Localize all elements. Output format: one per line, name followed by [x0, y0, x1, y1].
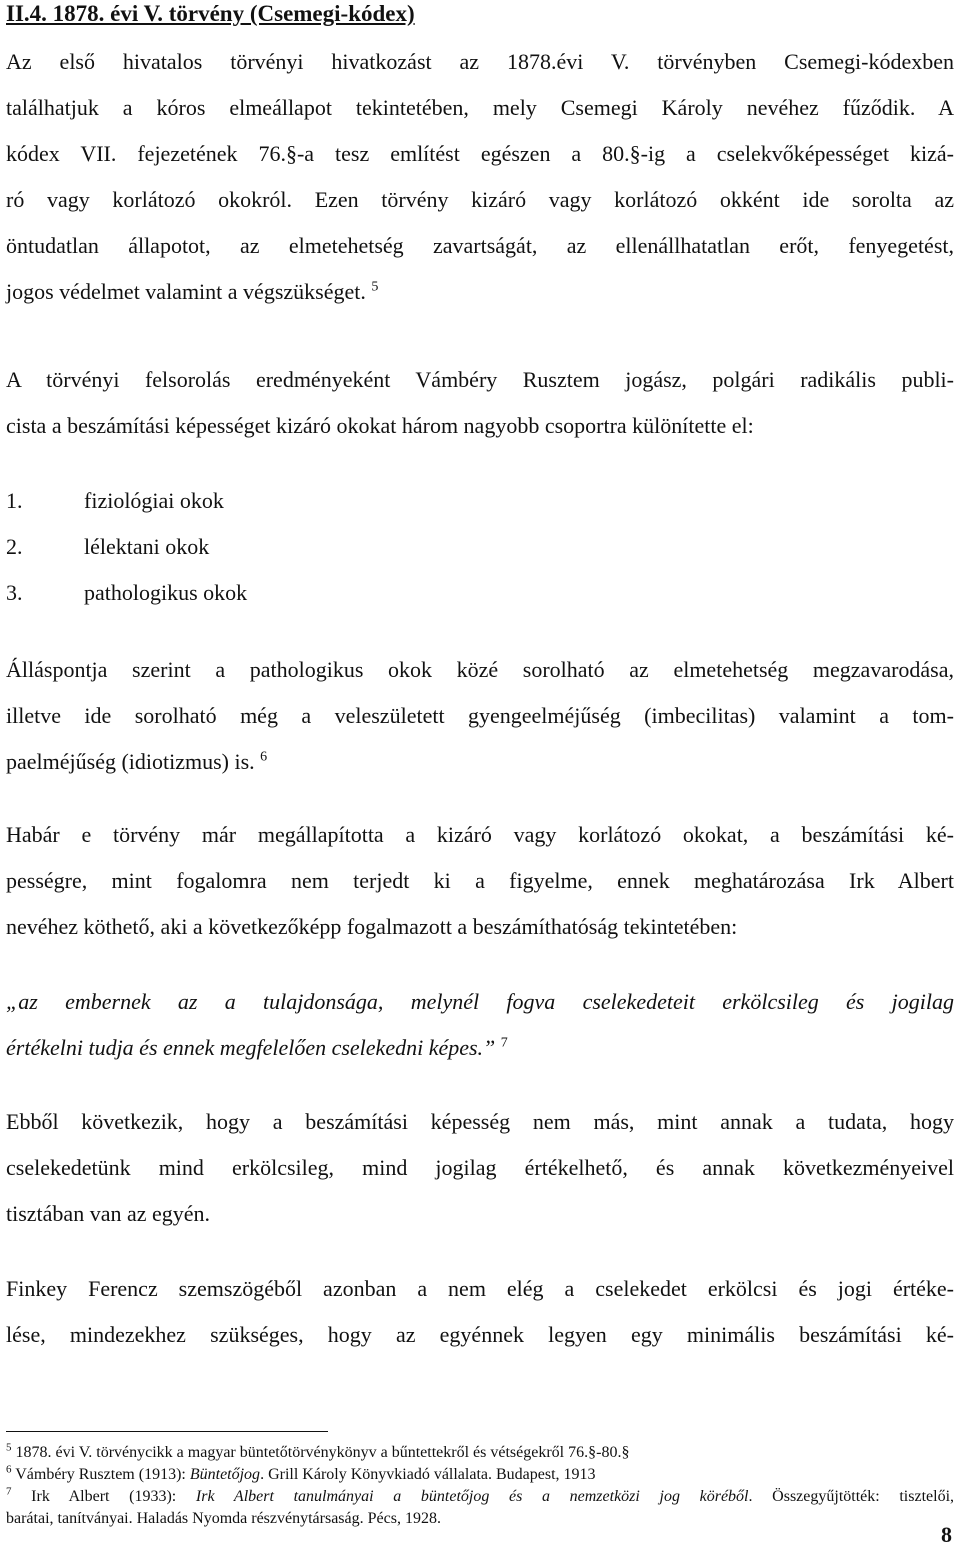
paragraph-line: pességre, mint fogalomra nem terjedt ki a figyelme, ennek meghatározása Irk Albert [6, 868, 954, 893]
list-item [6, 529, 954, 575]
paragraph-5 [6, 1104, 954, 1242]
footnote-number: 6 [6, 1463, 12, 1476]
footnote-7 [6, 1486, 954, 1508]
quote-line: „az embernek az a tulajdonsága, melynél fogva cselekedeteit erkölcsileg és jogilag [6, 989, 954, 1014]
paragraph-line: ró vagy korlátozó okokról. Ezen törvény kizáró vagy korlátozó okként ide sorolta az [6, 187, 954, 212]
paragraph-line: cista a beszámítási képességet kizáró okokat három nagyobb csoportra különítette el: [6, 413, 754, 438]
footnote-5 [6, 1442, 954, 1464]
footnote-text: Irk Albert (1933): [31, 1488, 196, 1505]
paragraph-line: kódex VII. fejezetének 76.§-a tesz említést egészen a 80.§-ig a cselekvőképességet kizá- [6, 141, 954, 166]
paragraph-line: Ebből következik, hogy a beszámítási képesség nem más, mint annak a tudata, hogy [6, 1109, 954, 1134]
footnote-text: . Grill Károly Könyvkiadó vállalata. Budapest, 1913 [260, 1466, 596, 1483]
paragraph-2 [6, 362, 954, 454]
paragraph-1 [6, 44, 954, 320]
paragraph-3 [6, 652, 954, 790]
footnote-text: Vámbéry Rusztem (1913): [15, 1466, 190, 1483]
list-item [6, 483, 954, 529]
footnote-title: Irk Albert tanulmányai a büntetőjog és a nemzetközi jog köréből [195, 1488, 749, 1505]
paragraph-line: öntudatlan állapotot, az elmetehetség zavartságát, az ellenállhatatlan erőt, fenyegetést, [6, 233, 954, 258]
paragraph-line: cselekedetünk mind erkölcsileg, mind jogilag értékelhető, és annak következményeivel [6, 1155, 954, 1180]
footnote-7-continued: barátai, tanítványai. Haladás Nyomda részvénytársaság. Pécs, 1928. [6, 1510, 441, 1527]
footnote-divider [6, 1431, 328, 1432]
footnote-ref[interactable]: 6 [260, 749, 268, 765]
footnote-title: Büntetőjog [189, 1466, 261, 1483]
footnote-ref[interactable]: 7 [500, 1035, 508, 1051]
paragraph-line: A törvényi felsorolás eredményeként Vámbéry Rusztem jogász, polgári radikális publi- [6, 367, 954, 392]
footnotes [6, 1442, 954, 1530]
paragraph-line: lése, mindezekhez szükséges, hogy az egyénnek legyen egy minimális beszámítási ké- [6, 1322, 954, 1347]
footnote-6 [6, 1464, 954, 1486]
paragraph-line: Habár e törvény már megállapította a kizáró vagy korlátozó okokat, a beszámítási ké- [6, 822, 954, 847]
paragraph-text: jogos védelmet valamint a végszükséget. [6, 279, 366, 304]
page-number: 8 [941, 1522, 952, 1547]
paragraph-line: Finkey Ferencz szemszögéből azonban a nem elég a cselekedet erkölcsi és jogi értéke- [6, 1276, 954, 1301]
quotation [6, 984, 954, 1076]
list-text: lélektani okok [84, 534, 210, 559]
footnote-number: 7 [6, 1485, 12, 1498]
paragraph-line: illetve ide sorolható még a veleszületett gyengeelméjűség (imbecilitas) valamint a tom- [6, 703, 954, 728]
list-item [6, 575, 954, 621]
paragraph-line: Az első hivatalos törvényi hivatkozást az 1878.évi V. törvényben Csemegi-kódexben [6, 49, 954, 74]
numbered-list [6, 483, 954, 621]
list-text: fiziológiai okok [84, 488, 224, 513]
list-number: 3. [6, 580, 23, 605]
paragraph-line: találhatjuk a kóros elmeállapot tekintetében, mely Csemegi Károly nevéhez fűződik. A [6, 95, 954, 120]
quote-text: értékelni tudja és ennek megfelelően cselekedni képes.” [6, 1035, 496, 1060]
paragraph-line: Álláspontja szerint a pathologikus okok közé sorolható az elmetehetség megzavarodása, [6, 657, 954, 682]
footnote-number: 5 [6, 1441, 12, 1454]
list-number: 2. [6, 534, 23, 559]
paragraph-4 [6, 817, 954, 955]
footnote-text: 1878. évi V. törvénycikk a magyar büntetőtörvénykönyv a bűntettekről és vétségekről 76.§-80.§ [15, 1444, 630, 1461]
paragraph-line [6, 744, 954, 790]
section-heading: II.4. 1878. évi V. törvény (Csemegi-kódex) [6, 1, 415, 26]
paragraph-text: paelméjűség (idiotizmus) is. [6, 749, 255, 774]
list-number: 1. [6, 488, 23, 513]
quote-line [6, 1030, 954, 1076]
paragraph-line: nevéhez köthető, aki a következőképp fogalmazott a beszámíthatóság tekintetében: [6, 914, 738, 939]
footnote-ref[interactable]: 5 [371, 279, 379, 295]
list-text: pathologikus okok [84, 580, 248, 605]
paragraph-line: tisztában van az egyén. [6, 1201, 211, 1226]
paragraph-line [6, 274, 954, 320]
footnote-text: . Összegyűjtötték: tisztelői, [748, 1488, 955, 1505]
paragraph-6 [6, 1271, 954, 1363]
